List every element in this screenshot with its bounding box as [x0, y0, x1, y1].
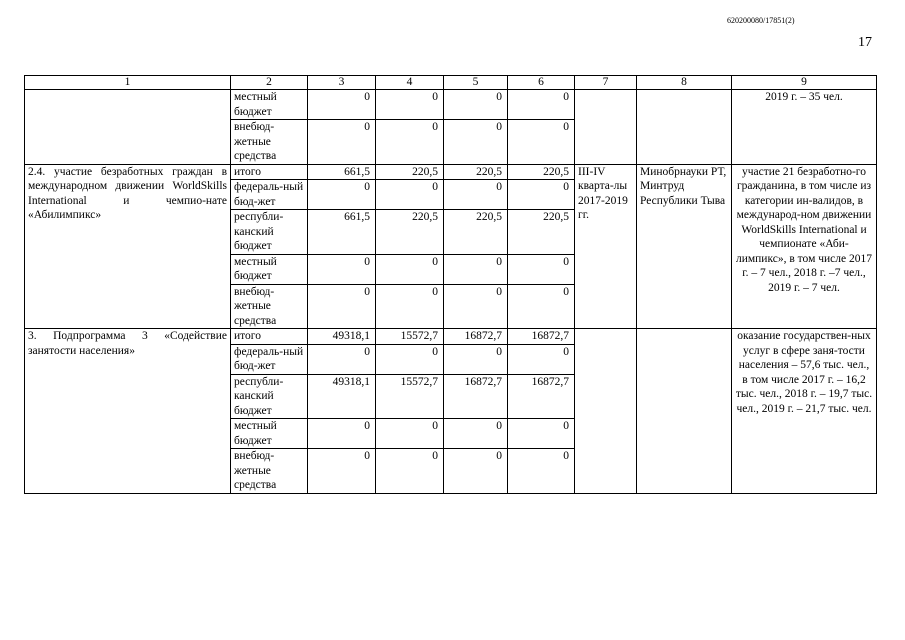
funding-source: местный бюджет — [231, 419, 308, 449]
amount-total: 0 — [308, 419, 376, 449]
amount-2017: 0 — [376, 180, 444, 210]
amount-total: 661,5 — [308, 164, 376, 180]
result-cell: оказание государствен-ных услуг в сфере заня-тости населения – 57,6 тыс. чел., в том числе 2017 г. – 16,2 тыс. чел., 2018 г. – 19,7 тыс. чел., 2019 г. – 21,7 тыс. чел. — [732, 329, 877, 494]
amount-2018: 16872,7 — [444, 329, 508, 345]
description-cell — [25, 90, 231, 165]
table-row — [25, 164, 877, 180]
col-number: 8 — [637, 76, 732, 90]
column-numbers-row — [25, 76, 877, 90]
funding-source: республи-канский бюджет — [231, 374, 308, 419]
amount-2018: 220,5 — [444, 210, 508, 255]
amount-2018: 0 — [444, 120, 508, 165]
amount-2019: 0 — [508, 344, 575, 374]
col-number: 2 — [231, 76, 308, 90]
amount-2017: 0 — [376, 254, 444, 284]
col-number: 1 — [25, 76, 231, 90]
amount-total: 0 — [308, 120, 376, 165]
amount-2017: 220,5 — [376, 210, 444, 255]
amount-2018: 220,5 — [444, 164, 508, 180]
amount-2019: 0 — [508, 419, 575, 449]
amount-2017: 0 — [376, 419, 444, 449]
funding-source: республи-канский бюджет — [231, 210, 308, 255]
col-number: 7 — [575, 76, 637, 90]
amount-2018: 0 — [444, 180, 508, 210]
budget-table — [24, 75, 877, 494]
funding-source: федераль-ный бюд-жет — [231, 344, 308, 374]
amount-2019: 0 — [508, 90, 575, 120]
amount-total: 0 — [308, 449, 376, 494]
amount-2019: 0 — [508, 180, 575, 210]
executor-cell: Минобрнауки РТ, Минтруд Республики Тыва — [637, 164, 732, 329]
funding-source: внебюд-жетные средства — [231, 120, 308, 165]
amount-2017: 15572,7 — [376, 329, 444, 345]
period-cell — [575, 90, 637, 165]
col-number: 9 — [732, 76, 877, 90]
amount-2017: 0 — [376, 344, 444, 374]
amount-total: 661,5 — [308, 210, 376, 255]
funding-source: местный бюджет — [231, 254, 308, 284]
table-row — [25, 90, 877, 120]
col-number: 6 — [508, 76, 575, 90]
amount-2018: 16872,7 — [444, 374, 508, 419]
amount-2019: 16872,7 — [508, 374, 575, 419]
amount-2019: 0 — [508, 254, 575, 284]
amount-2019: 220,5 — [508, 210, 575, 255]
period-cell — [575, 329, 637, 494]
result-cell: участие 21 безработно-го гражданина, в том числе из категории ин-валидов, в международ-ном движении WorldSkills International и чемпионате «Аби-лимпикс», в том числе 2017 г. – 7 чел., 2018 г. –7 чел., 2019 г. – 7 чел. — [732, 164, 877, 329]
result-cell: 2019 г. – 35 чел. — [732, 90, 877, 165]
amount-2019: 0 — [508, 120, 575, 165]
amount-2017: 0 — [376, 449, 444, 494]
amount-total: 0 — [308, 284, 376, 329]
amount-2018: 0 — [444, 449, 508, 494]
amount-2019: 16872,7 — [508, 329, 575, 345]
amount-2017: 0 — [376, 120, 444, 165]
table-row — [25, 329, 877, 345]
funding-source: внебюд-жетные средства — [231, 284, 308, 329]
funding-source: местный бюджет — [231, 90, 308, 120]
page-number: 17 — [858, 35, 872, 50]
amount-total: 49318,1 — [308, 329, 376, 345]
description-cell: 2.4. участие безработных граждан в международном движении WorldSkills International и чемпио-нате «Абилимпикс» — [25, 164, 231, 329]
amount-2017: 15572,7 — [376, 374, 444, 419]
funding-source: федераль-ный бюд-жет — [231, 180, 308, 210]
executor-cell — [637, 90, 732, 165]
col-number: 4 — [376, 76, 444, 90]
period-cell: III-IV кварта-лы 2017-2019 гг. — [575, 164, 637, 329]
funding-source: внебюд-жетные средства — [231, 449, 308, 494]
amount-total: 0 — [308, 180, 376, 210]
amount-total: 0 — [308, 90, 376, 120]
amount-2018: 0 — [444, 344, 508, 374]
amount-total: 49318,1 — [308, 374, 376, 419]
amount-2018: 0 — [444, 419, 508, 449]
executor-cell — [637, 329, 732, 494]
funding-source: итого — [231, 329, 308, 345]
amount-2017: 0 — [376, 284, 444, 329]
amount-2019: 220,5 — [508, 164, 575, 180]
description-cell: 3. Подпрограмма 3 «Содействие занятости населения» — [25, 329, 231, 494]
amount-2018: 0 — [444, 90, 508, 120]
amount-total: 0 — [308, 344, 376, 374]
funding-source: итого — [231, 164, 308, 180]
amount-2017: 220,5 — [376, 164, 444, 180]
col-number: 3 — [308, 76, 376, 90]
col-number: 5 — [444, 76, 508, 90]
amount-2017: 0 — [376, 90, 444, 120]
amount-2019: 0 — [508, 284, 575, 329]
amount-2018: 0 — [444, 284, 508, 329]
document-id: 620200080/17851(2) — [727, 16, 795, 25]
amount-total: 0 — [308, 254, 376, 284]
amount-2019: 0 — [508, 449, 575, 494]
amount-2018: 0 — [444, 254, 508, 284]
